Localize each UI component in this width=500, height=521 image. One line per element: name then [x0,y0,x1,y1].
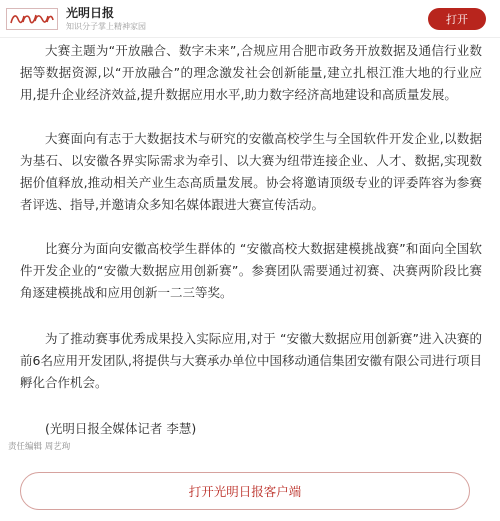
brand-logo [6,8,58,30]
brand-name: 光明日报 [66,5,115,20]
open-client-button[interactable]: 打开光明日报客户端 [20,472,470,510]
article-paragraph: 大赛主题为“开放融合、数字未来”,合规应用合肥市政务开放数据及通信行业数据等数据资源,以“开放融合”的理念激发社会创新能量,建立扎根江淮大地的行业应用,提升企业经济效益,提升数据应用水平,助力数字经济高地建设和高质量发展。 [20,43,482,102]
article-paragraph: 比赛分为面向安徽高校学生群体的 “安徽高校大数据建模挑战赛”和面向全国软件开发企业的“安徽大数据应用创新赛”。参赛团队需要通过初赛、决赛两阶段比赛角逐建模挑战和应用创新一二三等奖。 [20,241,482,300]
brand-slogan: 知识分子掌上精神家园 [66,21,146,31]
article-paragraph: 大赛面向有志于大数据技术与研究的安徽高校学生与全国软件开发企业,以数据为基石、以安徽各界实际需求为牵引、以大赛为纽带连接企业、人才、数据,实现数据价值释放,推动相关产业生态高质量发展。协会将邀请顶级专业的评委阵容为参赛者评选、指导,并邀请众多知名媒体跟进大赛宣传活动。 [20,131,482,212]
brand-block [66,6,146,32]
responsible-editor: 责任编辑 周艺珣 [8,442,71,452]
brand-logo-mark [7,9,57,29]
article-paragraph: 为了推动赛事优秀成果投入实际应用,对于 “安徽大数据应用创新赛”进入决赛的前6名应用开发团队,将提供与大赛承办单位中国移动通信集团安徽有限公司进行项目孵化合作机会。 [20,331,482,390]
article-body [20,40,482,440]
app-header [0,0,500,38]
reporter-credit: (光明日报全媒体记者 李慧) [45,421,197,436]
open-app-button[interactable]: 打开 [428,8,486,30]
